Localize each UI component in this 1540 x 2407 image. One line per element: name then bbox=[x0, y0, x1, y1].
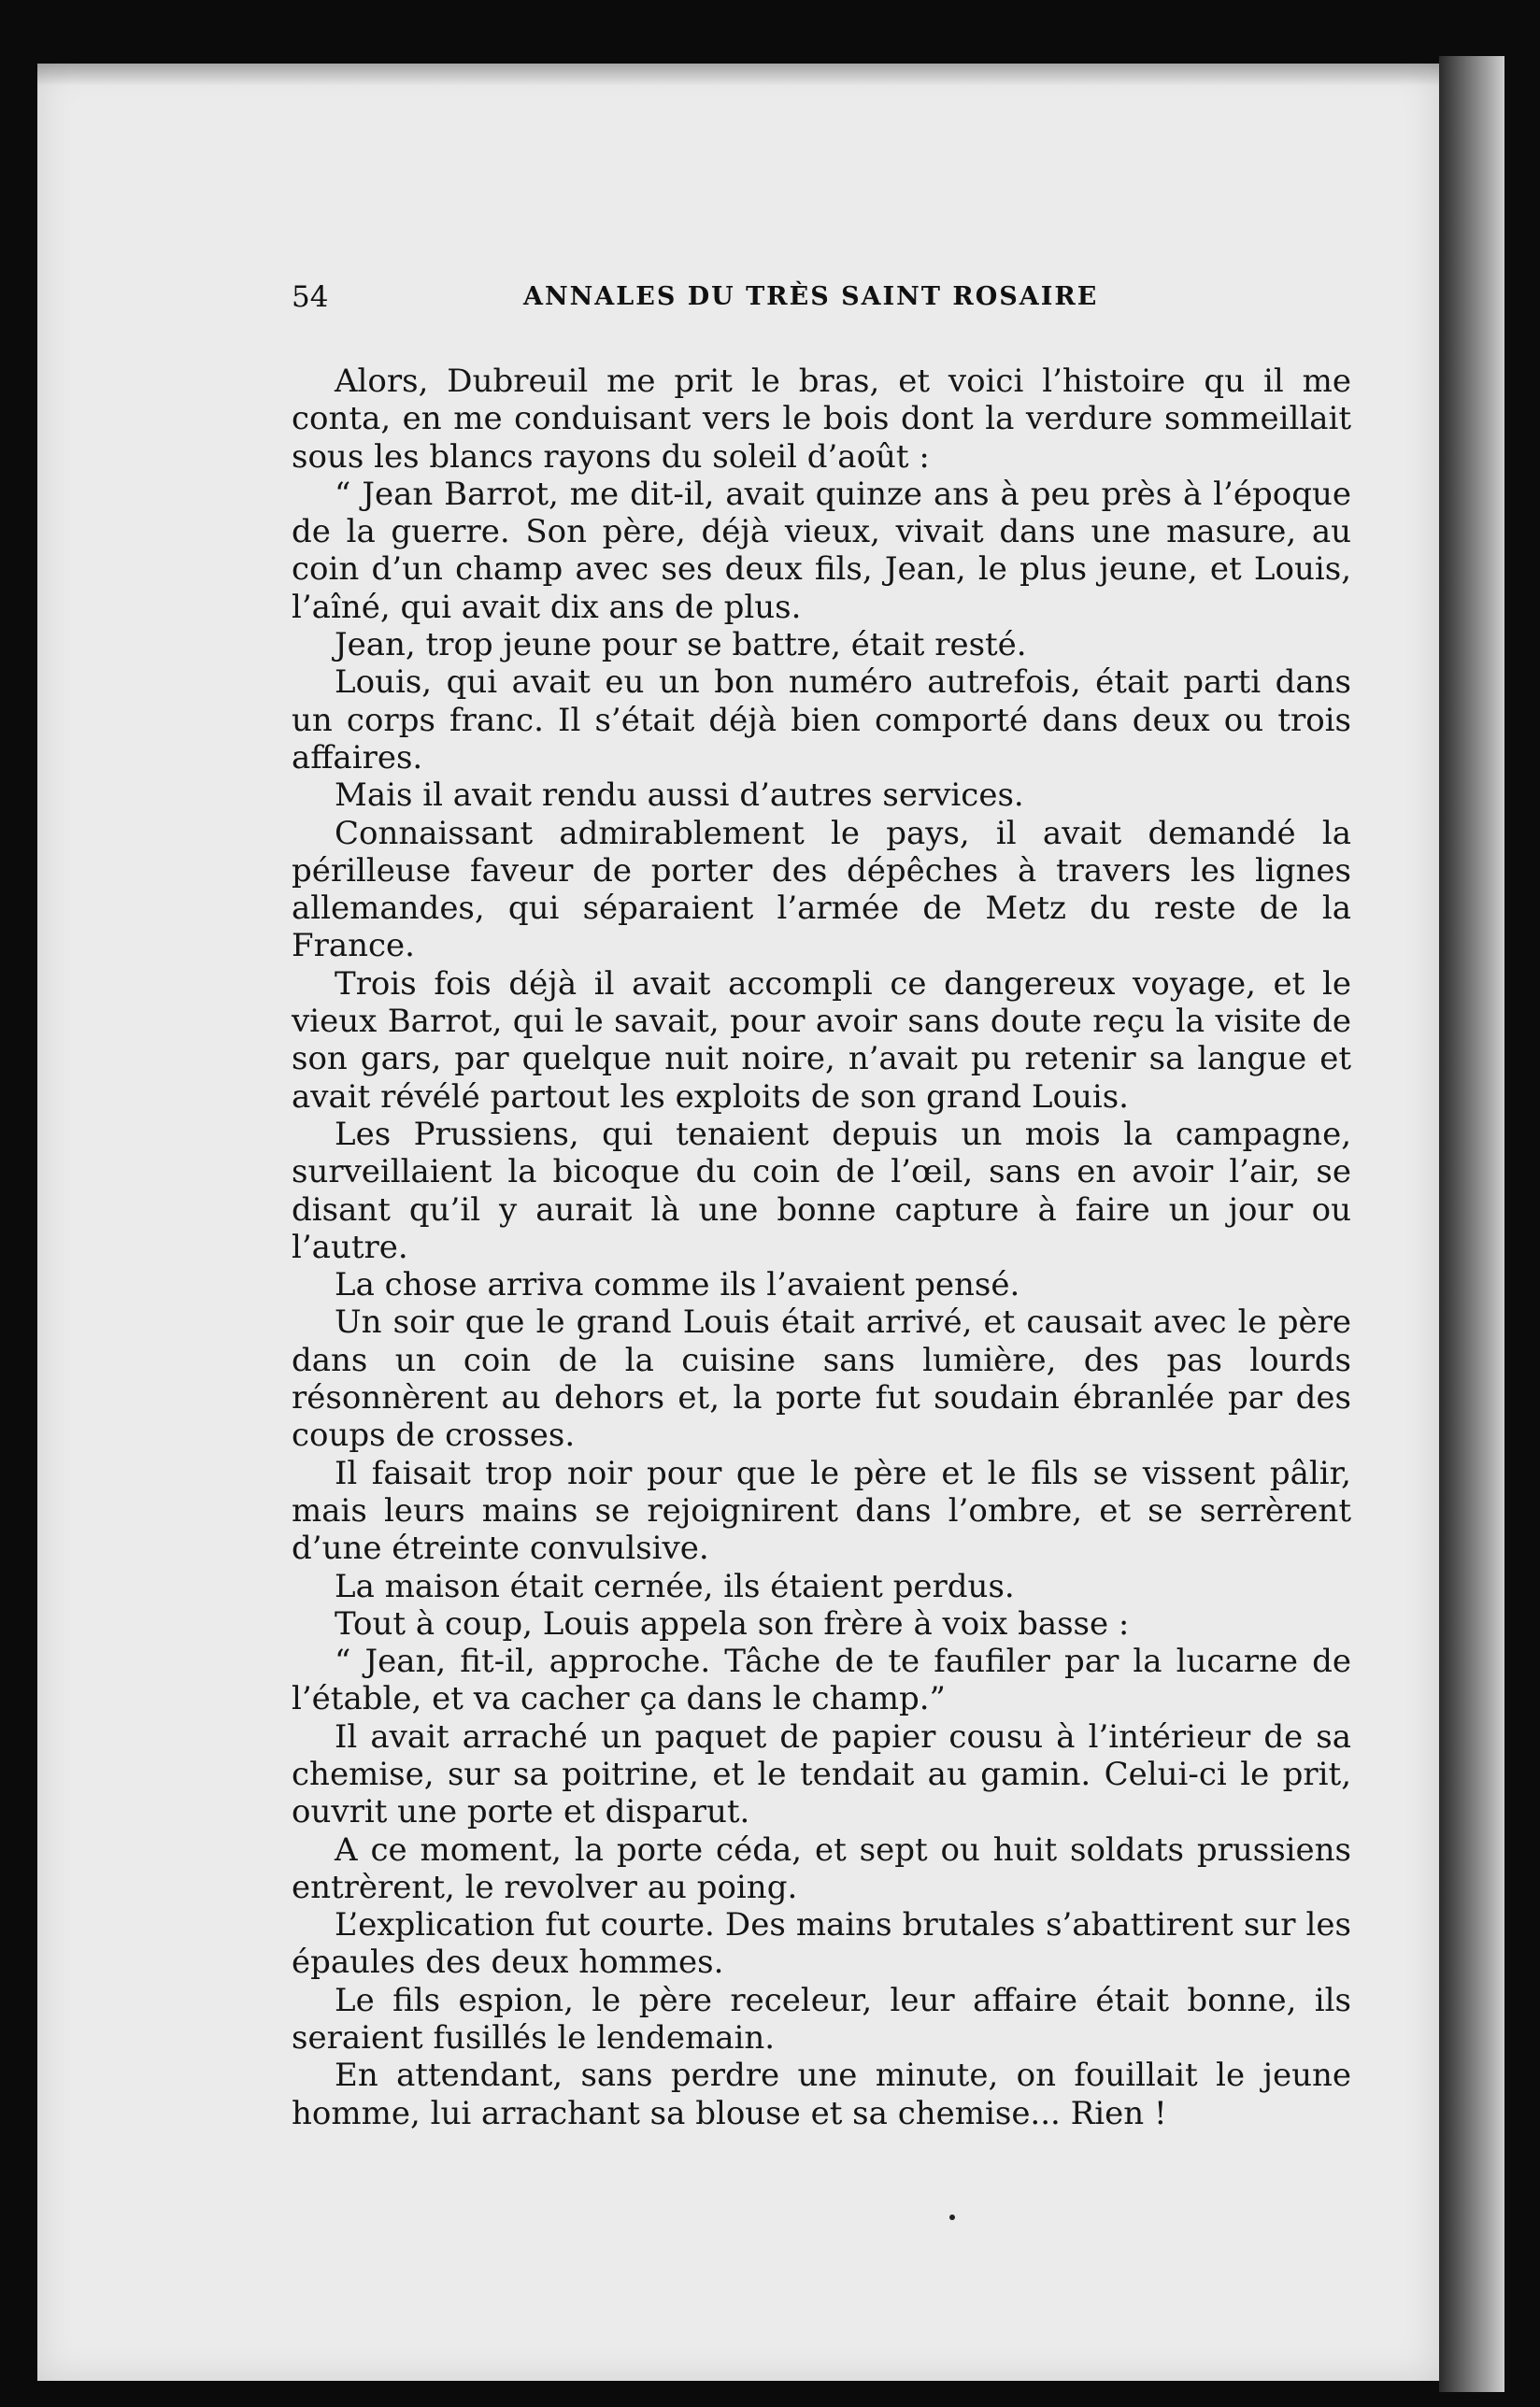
paragraph: Louis, qui avait eu un bon numéro autrefois, était parti dans un corps franc. Il s’était déjà bien comporté dans deux ou trois affaires. bbox=[292, 663, 1351, 776]
paragraph: “ Jean, fit-il, approche. Tâche de te faufiler par la lucarne de l’étable, et va cacher ça dans le champ.” bbox=[292, 1643, 1351, 1718]
paragraph: Il avait arraché un paquet de papier cousu à l’intérieur de sa chemise, sur sa poitrine, et le tendait au gamin. Celui-ci le prit, ouvrit une porte et disparut. bbox=[292, 1717, 1351, 1831]
page-top-shadow bbox=[37, 64, 1439, 86]
page-number: 54 bbox=[292, 280, 329, 314]
paragraph: A ce moment, la porte céda, et sept ou huit soldats prussiens entrèrent, le revolver au poing. bbox=[292, 1830, 1351, 1906]
running-title: ANNALES DU TRÈS SAINT ROSAIRE bbox=[523, 282, 1099, 311]
paragraph: En attendant, sans perdre une minute, on fouillait le jeune homme, lui arrachant sa blouse et sa chemise... Rien ! bbox=[292, 2057, 1351, 2132]
page-edge-strip bbox=[1439, 56, 1504, 2392]
paragraph: Jean, trop jeune pour se battre, était resté. bbox=[335, 626, 1027, 664]
paragraph: Alors, Dubreuil me prit le bras, et voici l’histoire qu il me conta, en me conduisant vers le bois dont la verdure sommeillait sous les blancs rayons du soleil d’août : bbox=[292, 363, 1351, 476]
paragraph: Tout à coup, Louis appela son frère à voix basse : bbox=[335, 1604, 1130, 1643]
paragraph: Le fils espion, le père receleur, leur affaire était bonne, ils seraient fusillés le lendemain. bbox=[292, 1981, 1351, 2058]
paragraph: La maison était cernée, ils étaient perdus. bbox=[335, 1567, 1015, 1605]
paragraph: “ Jean Barrot, me dit-il, avait quinze ans à peu près à l’époque de la guerre. Son père, déjà vieux, vivait dans une masure, au coin d’un champ avec ses deux fils, Jean, le plus jeune, et Louis, l’aîné, qui avait dix ans de plus. bbox=[292, 475, 1351, 626]
running-head bbox=[292, 280, 1226, 321]
body-text bbox=[292, 363, 1351, 2132]
paragraph: La chose arriva comme ils l’avaient pensé. bbox=[335, 1266, 1020, 1304]
paragraph: Connaissant admirablement le pays, il avait demandé la périlleuse faveur de porter des dépêches à travers les lignes allemandes, qui séparaient l’armée de Metz du reste de la France. bbox=[292, 814, 1351, 965]
paragraph: Mais il avait rendu aussi d’autres services. bbox=[335, 776, 1024, 815]
ink-speck bbox=[949, 2215, 955, 2220]
paragraph: Trois fois déjà il avait accompli ce dangereux voyage, et le vieux Barrot, qui le savait, pour avoir sans doute reçu la visite de son gars, par quelque nuit noire, n’avait pu retenir sa langue et avait révélé partout les exploits de son grand Louis. bbox=[292, 964, 1351, 1116]
paragraph: Un soir que le grand Louis était arrivé, et causait avec le père dans un coin de la cuisine sans lumière, des pas lourds résonnèrent au dehors et, la porte fut soudain ébranlée par des coups de crosses. bbox=[292, 1303, 1351, 1455]
paragraph: L’explication fut courte. Des mains brutales s’abattirent sur les épaules des deux hommes. bbox=[292, 1906, 1351, 1982]
paragraph: Il faisait trop noir pour que le père et le fils se vissent pâlir, mais leurs mains se rejoignirent dans l’ombre, et se serrèrent d’une étreinte convulsive. bbox=[292, 1454, 1351, 1568]
paragraph: Les Prussiens, qui tenaient depuis un mois la campagne, surveillaient la bicoque du coin de l’œil, sans en avoir l’air, se disant qu’il y aurait là une bonne capture à faire un jour ou l’autre. bbox=[292, 1115, 1351, 1266]
